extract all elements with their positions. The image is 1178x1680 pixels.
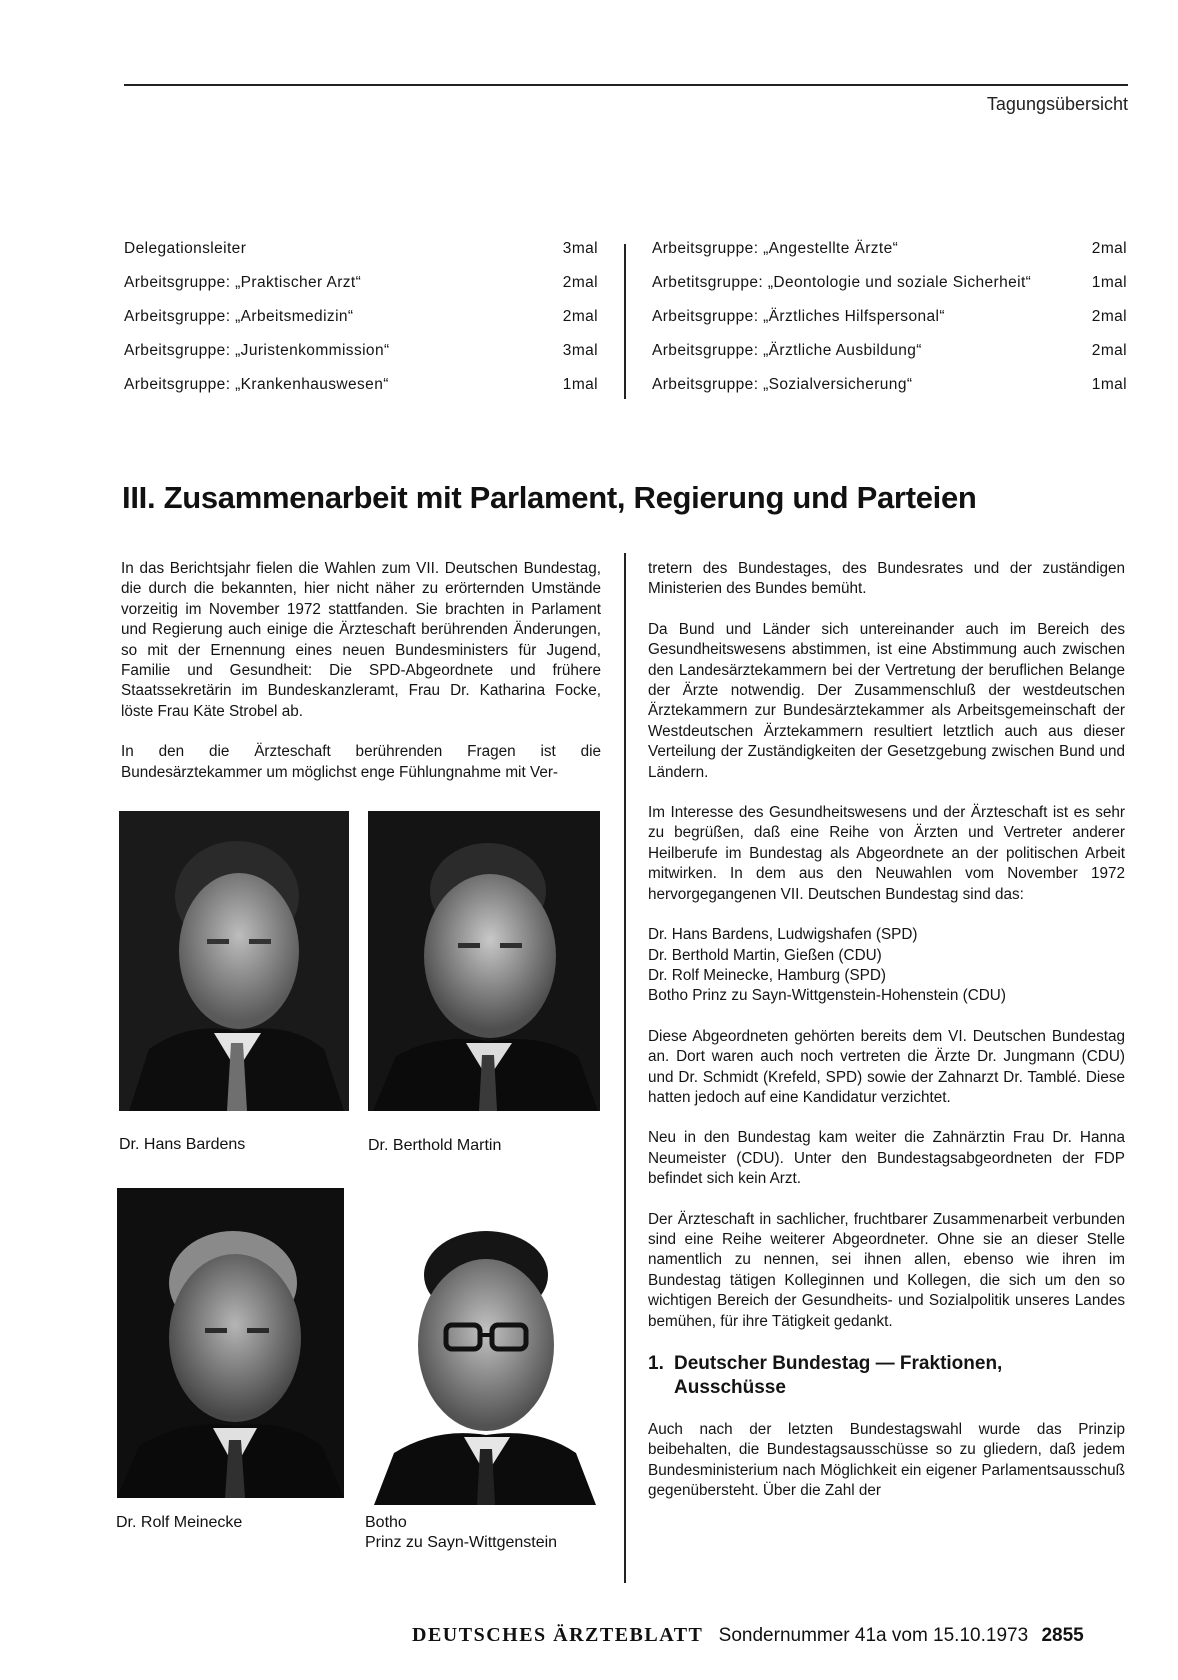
stats-left-column xyxy=(124,240,598,410)
list-item: Dr. Hans Bardens, Ludwigshafen (SPD) xyxy=(648,926,918,944)
photo-caption-line: Botho xyxy=(365,1514,407,1531)
stats-label: Arbeitsgruppe: „Praktischer Arzt“ xyxy=(124,274,362,291)
portrait-photo-meinecke xyxy=(117,1188,344,1498)
stats-label: Delegationsleiter xyxy=(124,240,247,257)
stats-row xyxy=(124,274,598,308)
stats-value: 1mal xyxy=(562,376,598,393)
stats-row xyxy=(652,376,1127,410)
stats-label: Arbeitsgruppe: „Ärztliche Ausbildung“ xyxy=(652,342,922,359)
stats-row xyxy=(124,342,598,376)
stats-value: 2mal xyxy=(1091,342,1127,359)
stats-value: 3mal xyxy=(562,342,598,359)
deputies-list xyxy=(648,925,1125,1007)
paragraph: Diese Abgeordneten gehörten bereits dem VI. Deutschen Bundestag an. Dort waren auch noch vertreten die Ärzte Dr. Jungmann (CDU) und Dr. Schmidt (Krefeld, SPD) sowie der Zahnarzt Dr. Tamblé. Diese hatten jedoch auf eine Kandidatur verzichtet. xyxy=(648,1027,1125,1106)
paragraph: Der Ärzteschaft in sachlicher, fruchtbarer Zusammenarbeit verbunden sind eine Reihe weiterer Abgeordneter. Ohne sie an dieser Stelle namentlich zu nennen, sei ihnen allen, ebenso wie ihren im Bundestag tätigen Kolleginnen und Kollegen, die sich um den so wichtigen Bereich der Gesundheits- und Sozialpolitik unseres Landes bemühen, für ihre Tätigkeit gedankt. xyxy=(648,1210,1125,1330)
stats-value: 2mal xyxy=(1091,308,1127,325)
portrait-photo-bardens xyxy=(119,811,349,1111)
stats-value: 3mal xyxy=(562,240,598,257)
section-label: Tagungsübersicht xyxy=(986,94,1128,114)
stats-right-column xyxy=(652,240,1127,410)
page-number: 2855 xyxy=(1041,1625,1084,1646)
stats-row xyxy=(124,376,598,410)
section-heading: III. Zusammenarbeit mit Parlament, Regierung und Parteien xyxy=(122,480,977,515)
journal-title: DEUTSCHES ÄRZTEBLATT xyxy=(412,1624,704,1646)
paragraph: In den die Ärzteschaft berührenden Fragen ist die Bundesärztekammer um möglichst enge Fühlungnahme mit Ver- xyxy=(121,743,601,781)
list-item: Dr. Rolf Meinecke, Hamburg (SPD) xyxy=(648,966,887,984)
paragraph: Neu in den Bundestag kam weiter die Zahnärztin Frau Dr. Hanna Neumeister (CDU). Unter den Bundestagsabgeordneten der FDP befindet sich kein Arzt. xyxy=(648,1129,1125,1188)
stats-value: 1mal xyxy=(1091,274,1127,291)
subheading xyxy=(648,1352,1125,1400)
page-footer xyxy=(412,1624,1084,1647)
stats-row xyxy=(652,342,1127,376)
portrait-photo-wittgenstein xyxy=(364,1205,603,1505)
top-rule xyxy=(124,84,1128,86)
list-item: Botho Prinz zu Sayn-Wittgenstein-Hohenstein (CDU) xyxy=(648,987,1006,1005)
right-text-column xyxy=(648,559,1125,1522)
stats-row xyxy=(652,240,1127,274)
stats-row xyxy=(652,308,1127,342)
paragraph: Im Interesse des Gesundheitswesens und der Ärzteschaft ist es sehr zu begrüßen, daß eine Reihe von Ärzten und Vertreter anderer Heilberufe im Bundestag als Abgeordnete an der politischen Arbeit mitwirken. In dem aus den Neuwahlen vom November 1972 hervorgegangenen VII. Deutschen Bundestag sind das: xyxy=(648,804,1125,903)
stats-divider xyxy=(624,244,626,399)
stats-label: Arbeitsgruppe: „Juristenkommission“ xyxy=(124,342,390,359)
left-text-column xyxy=(121,559,601,803)
portrait-photo-martin xyxy=(368,811,600,1111)
issue-info: Sondernummer 41a vom 15.10.1973 xyxy=(718,1625,1029,1646)
subheading-number: 1. xyxy=(648,1353,664,1374)
stats-value: 1mal xyxy=(1091,376,1127,393)
stats-label: Arbeitsgruppe: „Sozialversicherung“ xyxy=(652,376,913,393)
photo-caption-line: Prinz zu Sayn-Wittgenstein xyxy=(365,1534,558,1551)
stats-row xyxy=(124,308,598,342)
stats-value: 2mal xyxy=(562,274,598,291)
paragraph: Auch nach der letzten Bundestagswahl wurde das Prinzip beibehalten, die Bundestagsausschüsse so zu gliedern, daß jedem Bundesministerium nach Möglichkeit ein eigener Parlamentsausschuß gegenübersteht. Über die Zahl der xyxy=(648,1421,1125,1500)
stats-row xyxy=(652,274,1127,308)
stats-row xyxy=(124,240,598,274)
stats-label: Arbetitsgruppe: „Deontologie und soziale Sicherheit“ xyxy=(652,274,1032,291)
list-item: Dr. Berthold Martin, Gießen (CDU) xyxy=(648,946,882,964)
paragraph: Da Bund und Länder sich untereinander auch im Bereich des Gesundheitswesens abstimmen, ist eine Abstimmung auch zwischen den Landesärztekammern bei der Vertretung der beruflichen Belange der Ärzte notwendig. Der Zusammenschluß der westdeutschen Ärztekammern zur Bundesärztekammer als Arbeitsgemeinschaft der Westdeutschen Ärztekammern resultiert letztlich auch aus dieser Verteilung der Zuständigkeiten der Gesetzgebung zwischen Bund und Ländern. xyxy=(648,620,1125,781)
column-divider xyxy=(624,553,626,1583)
subheading-text: Deutscher Bundestag — Fraktionen, xyxy=(674,1353,1003,1374)
photo-caption: Dr. Berthold Martin xyxy=(368,1137,502,1154)
stats-label: Arbeitsgruppe: „Angestellte Ärzte“ xyxy=(652,240,899,257)
photo-caption: Dr. Hans Bardens xyxy=(119,1136,246,1153)
stats-label: Arbeitsgruppe: „Ärztliches Hilfspersonal“ xyxy=(652,308,945,325)
subheading-text: Ausschüsse xyxy=(674,1377,786,1398)
paragraph: tretern des Bundestages, des Bundesrates und der zuständigen Ministerien des Bundes bemüht. xyxy=(648,560,1125,598)
photo-caption: Dr. Rolf Meinecke xyxy=(116,1514,243,1531)
paragraph: In das Berichtsjahr fielen die Wahlen zum VII. Deutschen Bundestag, die durch die bekannten, hier nicht näher zu erörternden Umstände vorzeitig im November 1972 stattfanden. Sie brachten in Parlament und Regierung auch einige die Ärzteschaft berührenden Änderungen, so mit der Ernennung eines neuen Bundesministers für Jugend, Familie und Gesundheit: Die SPD-Abgeordnete und frühere Staatssekretärin im Bundeskanzleramt, Frau Dr. Katharina Focke, löste Frau Käte Strobel ab. xyxy=(121,560,601,720)
stats-label: Arbeitsgruppe: „Krankenhauswesen“ xyxy=(124,376,389,393)
stats-value: 2mal xyxy=(1091,240,1127,257)
photo-caption xyxy=(365,1513,557,1553)
stats-value: 2mal xyxy=(562,308,598,325)
stats-label: Arbeitsgruppe: „Arbeitsmedizin“ xyxy=(124,308,354,325)
